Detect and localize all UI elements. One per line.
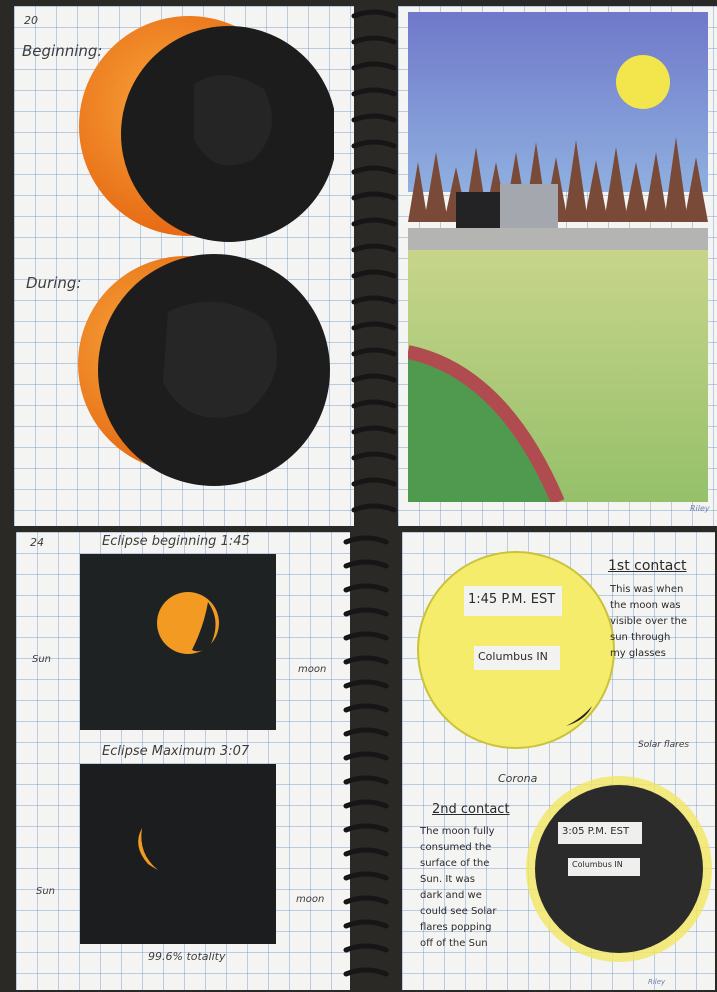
sun-time-label: 1:45 P.M. EST <box>464 586 562 616</box>
spiral-binding <box>330 532 406 992</box>
eclipse-during-drawing <box>78 252 348 492</box>
sky <box>408 12 708 192</box>
second-contact-text: The moon fully consumed the surface of the Sun. It was dark and we could see Solar flares popping off of the Sun <box>420 826 497 949</box>
eclipse-beginning-drawing <box>74 14 334 254</box>
page-number: 24 <box>30 536 44 549</box>
bottom-left-page <box>16 532 350 990</box>
sun-place-label: Columbus IN <box>474 646 560 670</box>
solar-flares-label: Solar flares <box>638 740 690 750</box>
signature: Riley <box>690 504 710 513</box>
caption-eclipse-maximum: Eclipse Maximum 3:07 <box>102 744 250 759</box>
signature: Riley <box>648 978 666 986</box>
caption-eclipse-beginning: Eclipse beginning 1:45 <box>102 534 250 549</box>
bottom-photo <box>0 528 717 992</box>
first-contact-title: 1st contact <box>608 558 687 574</box>
crescent-sun <box>138 828 158 870</box>
second-contact-title: 2nd contact <box>432 802 510 817</box>
landscape-drawing <box>408 12 708 502</box>
label-sun: Sun <box>36 886 56 897</box>
first-contact-text: This was when the moon was visible over the sun through my glasses <box>610 584 688 659</box>
label-moon: moon <box>298 664 327 675</box>
bottom-right-page <box>402 532 715 990</box>
label-moon: moon <box>296 894 325 905</box>
eclipse-beginning-box <box>80 554 276 730</box>
road <box>408 228 708 250</box>
label-during: During: <box>26 274 82 292</box>
barn-light <box>500 184 558 228</box>
eclipse-time-label: 3:05 P.M. EST <box>558 822 642 844</box>
sun-yellow <box>616 55 670 109</box>
totality-caption: 99.6% totality <box>148 950 226 963</box>
top-right-page <box>398 6 717 526</box>
label-beginning: Beginning: <box>22 42 103 60</box>
eclipse-maximum-box <box>80 764 276 944</box>
label-sun: Sun <box>32 654 52 665</box>
page-number: 20 <box>24 14 38 27</box>
eclipse-place-label: Columbus IN <box>568 858 640 876</box>
corona-label: Corona <box>498 772 538 785</box>
top-left-page <box>14 6 354 526</box>
